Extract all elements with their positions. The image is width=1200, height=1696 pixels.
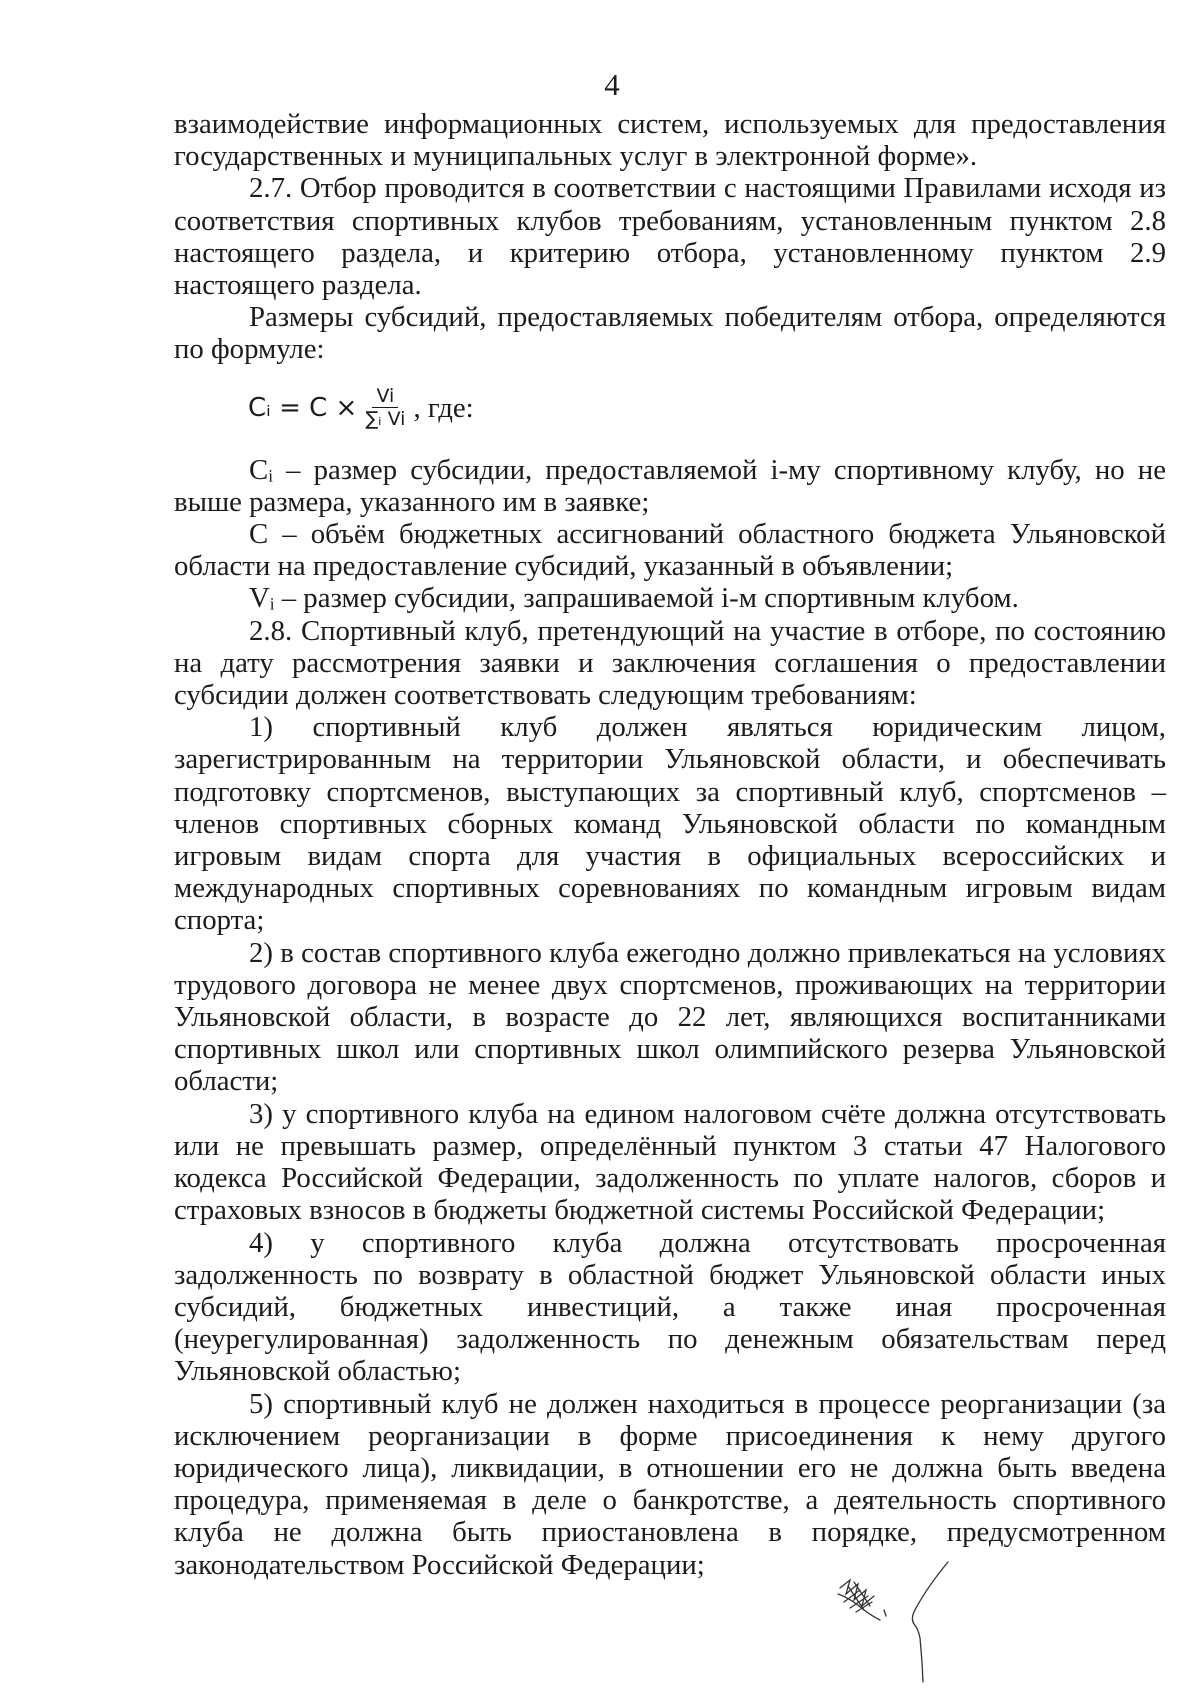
signature-icon [820, 1550, 970, 1690]
list-item: 3) у спортивного клуба на едином налоговом счёте должна отсутствовать или не превышать размер, определённый пунктом 3 статьи 47 Налогового кодекса Российской Федерации, задолженность по уплате налогов, сборов и страховых взносов в бюджеты бюджетной системы Российской Федерации; [174, 1097, 1166, 1227]
paragraph: Размеры субсидий, предоставляемых победителям отбора, определяются по формуле: [174, 301, 1166, 366]
paragraph: 2.8. Спортивный клуб, претендующий на участие в отборе, по состоянию на дату рассмотрения заявки и заключения соглашения о предоставлении субсидии должен соответствовать следующим требованиям: [174, 614, 1166, 712]
formula-lhs: Cᵢ = C × [248, 392, 358, 423]
list-item: 5) спортивный клуб не должен находиться в процессе реорганизации (за исключением реорганизации в форме присоединения к нему другого юридического лица), ликвидации, в отношении его не должна быть введена процедура, применяемая в деле о банкротстве, а деятельность спортивного клуба не должна быть приостановлена в порядке, предусмотренном законодательством Российской Федерации; [174, 1387, 1166, 1581]
list-item: 2) в состав спортивного клуба ежегодно должно привлекаться на условиях трудового договора не менее двух спортсменов, проживающих на территории Ульяновской области, в возрасте до 22 лет, являющихся воспитанниками спортивных школ или спортивных школ олимпийского резерва Ульяновской области; [174, 936, 1166, 1098]
paragraph: 2.7. Отбор проводится в соответствии с настоящими Правилами исходя из соответствия спортивных клубов требованиям, установленным пунктом 2.8 настоящего раздела, и критерию отбора, установленному пунктом 2.9 настоящего раздела. [174, 172, 1166, 302]
paragraph: взаимодействие информационных систем, используемых для предоставления государственных и муниципальных услуг в электронной форме». [174, 108, 1166, 173]
paragraph: Cᵢ – размер субсидии, предоставляемой i-му спортивному клубу, но не выше размера, указанного им в заявке; [174, 453, 1166, 518]
formula-fraction [363, 385, 407, 430]
page-number: 4 [604, 67, 620, 102]
list-item: 4) у спортивного клуба должна отсутствовать просроченная задолженность по возврату в областной бюджет Ульяновской области иных субсидий, бюджетных инвестиций, а также иная просроченная (неурегулированная) задолженность по денежным обязательствам перед Ульяновской областью; [174, 1226, 1166, 1388]
formula-numerator: Vi [372, 385, 398, 408]
formula-suffix: , где: [413, 391, 474, 424]
paragraph: Vᵢ – размер субсидии, запрашиваемой i-м спортивным клубом. [249, 582, 1019, 615]
subsidy-formula [174, 362, 1166, 454]
paragraph: C – объём бюджетных ассигнований областного бюджета Ульяновской области на предоставление субсидий, указанный в объявлении; [174, 518, 1166, 583]
document-body [174, 108, 1166, 1581]
list-item: 1) спортивный клуб должен являться юридическим лицом, зарегистрированным на территории Ульяновской области, и обеспечивать подготовку спортсменов, выступающих за спортивный клуб, спортсменов – членов спортивных сборных команд Ульяновской области по командным игровым видам спорта для участия в официальных всероссийских и международных спортивных соревнованиях по командным игровым видам спорта; [174, 711, 1166, 937]
formula-denominator: ∑ᵢ Vi [365, 408, 406, 431]
